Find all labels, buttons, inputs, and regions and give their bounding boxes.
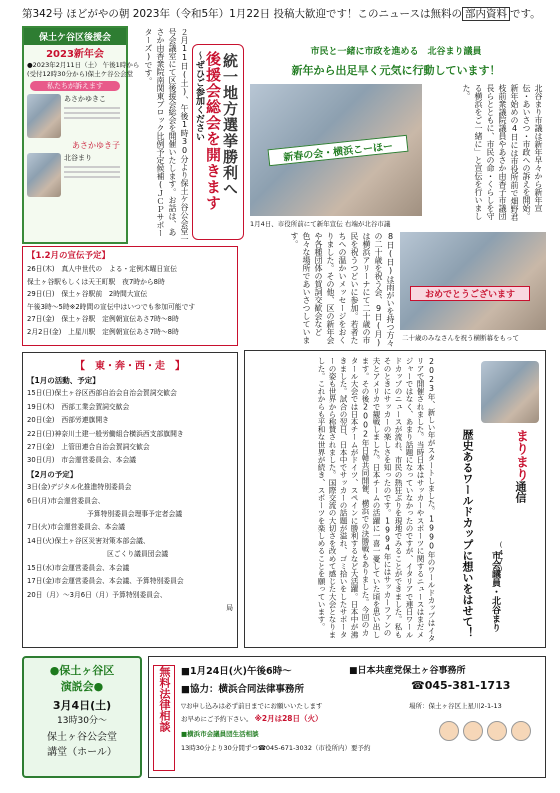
legal-coop: ■協力：横浜合同法律事務所 (181, 684, 304, 695)
feb-item: 区ごくり議員団会議 (107, 550, 169, 559)
feb-item: 15日(水)市会運営委員会、本会議 (27, 563, 130, 572)
feb-item: 予算特別委員会理事予定者会議 (87, 510, 183, 519)
paper-name: ほどがやの朝 (66, 8, 130, 20)
issue-date: 2023年（令和5年）1月22日 (132, 8, 271, 20)
senden-item: 29日(日) 保土ヶ谷駅前 2時間大宣伝 (27, 290, 148, 298)
column-box (244, 350, 546, 648)
election-title: 統一地方選挙勝利へ (221, 53, 239, 197)
legal-phone: ☎045-381-1713 (411, 679, 511, 692)
author-photo (481, 361, 539, 423)
feb-heading: 【2月の予定】 (27, 469, 78, 479)
senden-item: 午後3時〜5時※2時間の宣伝中はいつでも参加可能です (27, 302, 196, 311)
senden-item: 27日(金) 保土ヶ谷駅 定例朝宣伝あさ7時〜8時 (27, 315, 179, 323)
column-body: 2023年、新しい年がスタートしました。1990年のワールドカップはイタリアで開催されました。当時日本はサッカーやスポーツに関するニュースはまだメジャーではなく、あまり話題になっていなかったのですが、イタリアで連日ワールドカップのニュースが流れ、市民の熱狂ぶりを現地でみることができました。私もそのときにサッカーの楽しさを知ったのです。1994年にはサッカーファンの夫とアメリカで観戦しました。日本チームの活躍に一喜一憂していた頃を思い出します。その後2002年日韓共同開催、横浜での決勝戦もありました。今回のカタール大会では日本チームがドイツ、スペインに勝利するなど大活躍。日本中が沸きました。試合の翌日、日本中でサッカーの話題が溢れ、ゴミ拾いをしたサポーターの姿も世界から称賛されました。国際交流の大切さを改めて感じた大会となりました。これからも平和な世界が続き、スポーツを楽しめることを願っています。 (317, 357, 436, 642)
speech-title-1: ●保土ヶ谷区 (49, 664, 115, 677)
speech-meeting-box (22, 656, 142, 778)
column-title: まりまり通信 (513, 429, 528, 503)
photo-1-caption: 1月4日、市役所前にて新年宣伝 右端が北谷市議 (250, 220, 391, 228)
jan-item: 27日(金) 上管田連合自治会賀詞交歓会 (27, 443, 150, 452)
header-note: 投稿大歓迎です！このニュースは無料の (273, 8, 463, 20)
senden-item: 保土ヶ谷駅もしくは天王町駅 夜7時から8時 (27, 277, 165, 286)
koenkai-subtitle: 2023新年会 (46, 49, 104, 60)
feb-item: 14日(火)保土ヶ谷区災害対策本部会議、 (27, 536, 150, 545)
speech-place-2: 講堂（ホール） (47, 747, 117, 758)
feb-item: 17日(金)市会運営委員会、本会議、予算特別委員会 (27, 577, 184, 586)
party-line: ■横浜市会議員団生活相談 (181, 730, 259, 738)
legal-date: ■1月24日(火)午後6時〜 (181, 666, 292, 677)
meeting-text: ２月11日(土)、午後1時30分より保土ケ谷公会堂一号会議室にて区後援会総会を開催いたします。お話は、あさか由香衆院南関東ブロック比例予定候補(ＪＣＰサポーターズ)です。 (144, 28, 189, 243)
article-body-2: 8日(日)は雨がいを持つ方々の二十歳を祝う会、9日(月)は横浜アリーナにて二十歳の市民を祝うつどいに参加。若者たちへの温かいメッセージをおくりました。その他、区の新年会や各種団体の賀詞交歓会など色々な場所であいさつしています。 (290, 232, 395, 347)
legal-box (148, 656, 546, 778)
jan-heading: 【1月の活動、予定】 (27, 376, 100, 385)
election-box (192, 44, 244, 240)
feb-item: 3日(金)デジタル化推進特別委員会 (27, 483, 132, 492)
photo-1-banner: 新春の会・横浜こーほー (267, 135, 408, 167)
legal-label: 無料法律相談 (153, 665, 175, 771)
candidate-1-name: あさかゆきこ (64, 95, 106, 103)
senden-item: 26日(木) 真人中世代の よる・定例木曜日宣伝 (27, 265, 177, 273)
column-subtitle: 歴史あるワールドカップに想いをはせて！ (461, 429, 474, 638)
speech-place-1: 保土ヶ谷公会堂 (47, 732, 117, 743)
jan-item: 20日(金) 西部労連旗開き (27, 416, 109, 425)
article-body: 北谷まり市議は新年早々から新年宣伝・あいさつ・市政への訴えを開始。新年始めの4日には市役所前で畑野君枝前衆議院議員やあさか由香子市議団長らとともに、市民の命・くらしを守る横浜をご一緒に」と宣伝を行いました。 (462, 84, 543, 221)
photo-2 (400, 232, 546, 330)
feb-item: 20日（月）〜3月6日（月）予算特別委員会、 (27, 590, 167, 599)
photo-2-banner: おめでとうございます (410, 286, 530, 301)
column-role: 市会議員・北谷まり (490, 551, 500, 632)
koenkai-place: (受付12時30分から)保土ケ谷公会堂 (27, 70, 134, 78)
activity-footer: 局 (226, 603, 233, 612)
speech-date: 3月4日(土) (52, 699, 112, 712)
issue-number: 第342号 (22, 8, 64, 20)
candidate-2 (27, 153, 123, 197)
senden-title: 【1.2月の宣伝予定】 (27, 251, 111, 261)
speakers-label: 私たちが訴えます (30, 81, 120, 91)
photo-1 (250, 84, 422, 216)
koenkai-date: ●2023年2月11日（土） 午後1時から (27, 61, 140, 69)
legal-note-1: ▽お申し込みは必ず前日までにお願いいたします (181, 702, 323, 710)
photo-2-caption: 二十歳のみなさんを祝う横断幕をもって (402, 334, 519, 342)
family-illustration (439, 721, 531, 741)
koenkai-title: 保土ケ谷区後援会 (24, 28, 126, 45)
legal-note-2: お早めにご予約下さい。 ※2月は28日（火） (181, 714, 323, 723)
jan-item: 19日(木) 西部工業会賀詞交歓会 (27, 402, 130, 411)
candidate-2-photo (27, 153, 61, 197)
senden-item: 2月2日(金) 上星川駅 定例朝宣伝あさ7時〜8時 (27, 327, 179, 336)
legal-org: ■日本共産党保土ヶ谷事務所 (349, 666, 466, 676)
feb-item: 7日(火)市会運営委員会、本会議 (27, 523, 125, 532)
speech-title-2: 演説会● (60, 680, 104, 693)
jan-item: 15日(日)保土ヶ谷区西部自治会自治会賀詞交歓会 (27, 389, 177, 398)
activity-box (22, 352, 238, 648)
internal-tag: 部内資料 (462, 7, 510, 21)
party-hours: 13時30分より30分間ずつ☎045-671-3032（市役所内）要予約 (181, 744, 371, 752)
candidate-1-photo (27, 94, 61, 138)
column-number: (47) (497, 541, 505, 573)
election-title-2: 後援会総会を開きます (204, 51, 222, 211)
election-sub: 〜ぜひご参加ください (194, 51, 204, 141)
article-kicker: 市民と一緒に市政を進める 北谷まり議員 (310, 47, 482, 57)
header-suffix: です。 (510, 8, 541, 20)
article-headline: 新年から出足早く元気に行動しています！ (291, 64, 501, 77)
candidate-1 (27, 94, 123, 138)
masthead (22, 6, 542, 21)
senden-box (22, 246, 238, 346)
activity-title: 【 東・奔・西・走 】 (75, 361, 185, 372)
candidate-2-name: 北谷まり (64, 154, 92, 162)
candidate-1-label: あさかゆき子 (72, 141, 120, 150)
jan-item: 22日(日)神奈川土建一般労働組合横浜西支部旗開き (27, 429, 184, 438)
jan-item: 30日(月) 市会運営委員会、本会議 (27, 456, 137, 465)
speech-time: 13時30分〜 (57, 716, 107, 726)
feb-item: 6日(月)市会運営委員会、 (27, 496, 105, 505)
koenkai-box (22, 26, 140, 244)
legal-place: 場所：保土ヶ谷区上星川2-1-13 (409, 702, 502, 710)
